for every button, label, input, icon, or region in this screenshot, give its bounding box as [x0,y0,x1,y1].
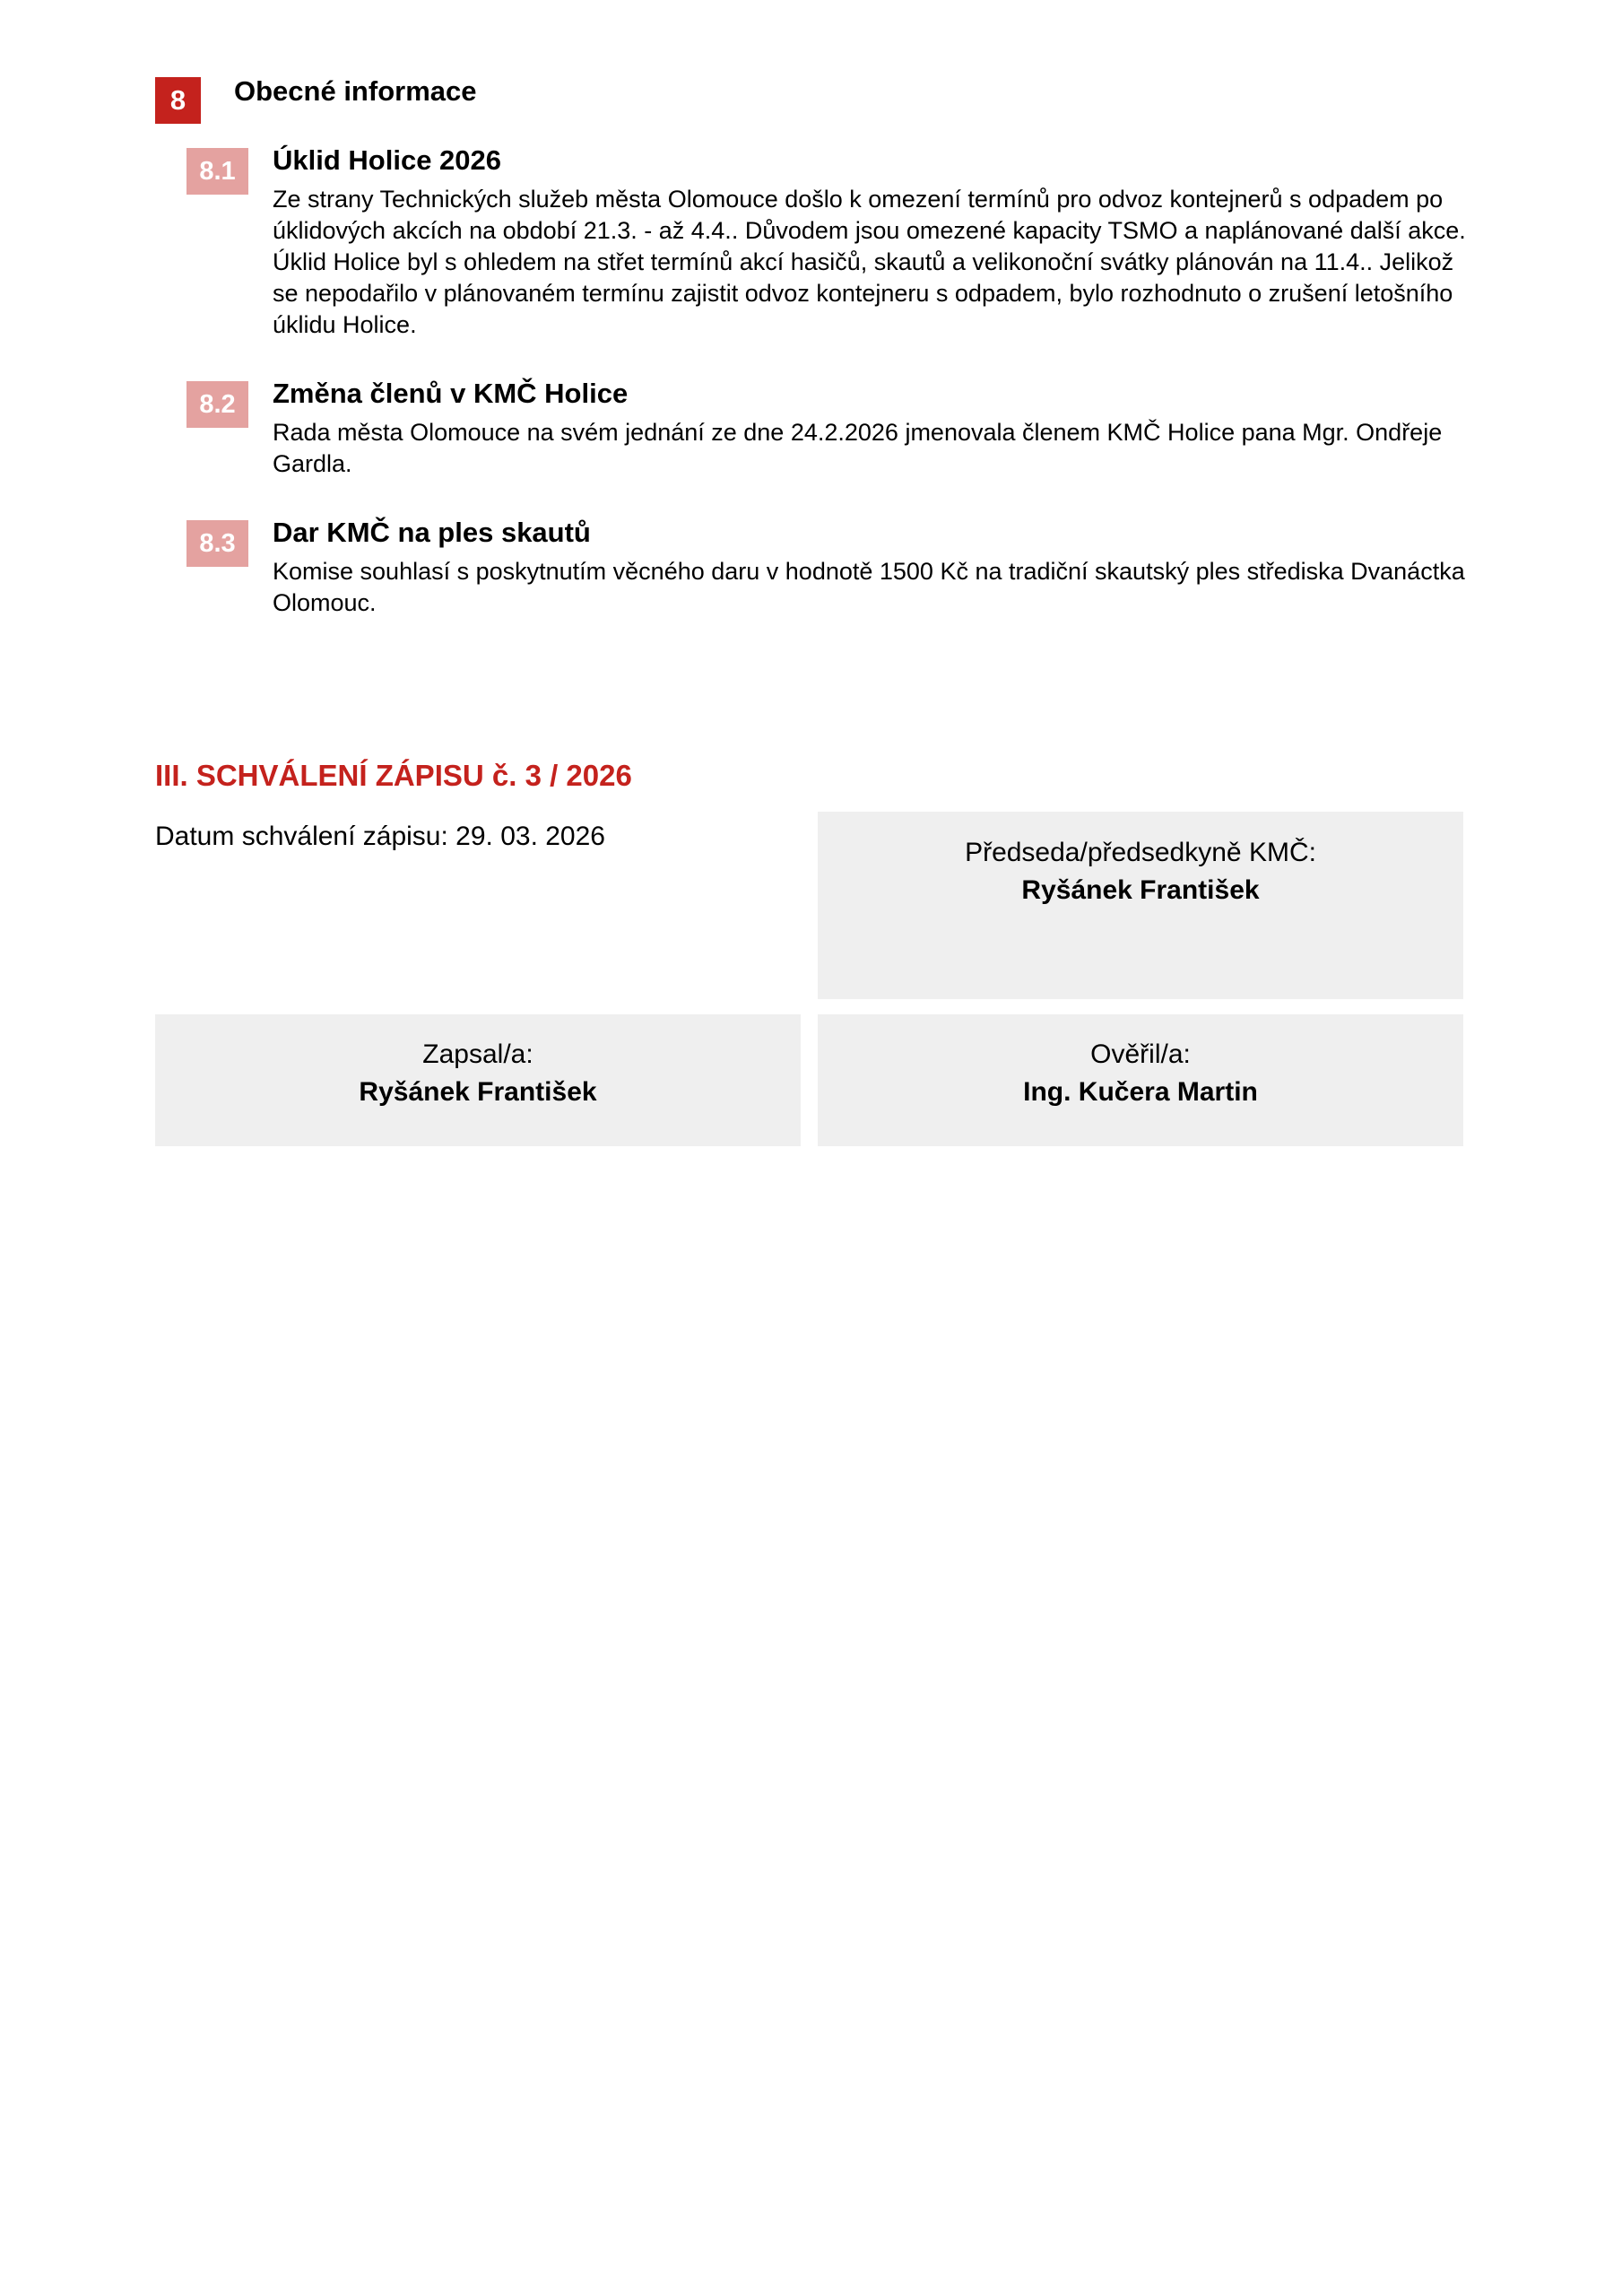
chair-signature-box [818,812,1463,999]
body-line: Gardla. [273,450,352,477]
subsection-number-badge: 8.2 [186,381,248,428]
approval-date: Datum schválení zápisu: 29. 03. 2026 [155,822,605,851]
recorder-signature-box [155,1014,801,1146]
subsection-body [273,417,1546,480]
subsection-number-badge: 8.3 [186,520,248,567]
body-line: Komise souhlasí s poskytnutím věcného daru v hodnotě 1500 Kč na tradiční skautský ples střediska Dvanáctka [273,558,1465,585]
body-line: Olomouc. [273,589,377,616]
subsection-body [273,556,1546,619]
chair-role: Předseda/předsedkyně KMČ: [965,838,1316,867]
body-line: Rada města Olomouce na svém jednání ze dne 24.2.2026 jmenovala členem KMČ Holice pana Mgr. Ondřeje [273,419,1443,446]
section-title: Obecné informace [234,75,477,107]
body-line: Ze strany Technických služeb města Olomouce došlo k omezení termínů pro odvoz kontejnerů s odpadem po [273,186,1444,213]
verifier-name: Ing. Kučera Martin [1023,1077,1258,1107]
recorder-name: Ryšánek František [359,1077,597,1107]
body-line: úklidu Holice. [273,311,417,338]
body-line: Úklid Holice byl s ohledem na střet termínů akcí hasičů, skautů a velikonoční svátky plánován na 11.4.. Jelikož [273,248,1454,275]
subsection-title: Dar KMČ na ples skautů [273,517,591,548]
subsection-title: Změna členů v KMČ Holice [273,378,629,409]
subsection-title: Úklid Holice 2026 [273,144,502,176]
verifier-signature-box [818,1014,1463,1146]
verifier-role: Ověřil/a: [1090,1039,1191,1069]
body-line: úklidových akcích na období 21.3. - až 4.4.. Důvodem jsou omezené kapacity TSMO a naplánované další akce. [273,217,1466,244]
section-number-badge: 8 [155,77,201,124]
approval-heading: III. SCHVÁLENÍ ZÁPISU č. 3 / 2026 [155,759,632,792]
subsection-body [273,184,1546,341]
body-line: se nepodařilo v plánovaném termínu zajistit odvoz kontejneru s odpadem, bylo rozhodnuto o zrušení letošního [273,280,1453,307]
subsection-number-badge: 8.1 [186,148,248,195]
chair-name: Ryšánek František [1021,875,1260,905]
recorder-role: Zapsal/a: [422,1039,533,1069]
